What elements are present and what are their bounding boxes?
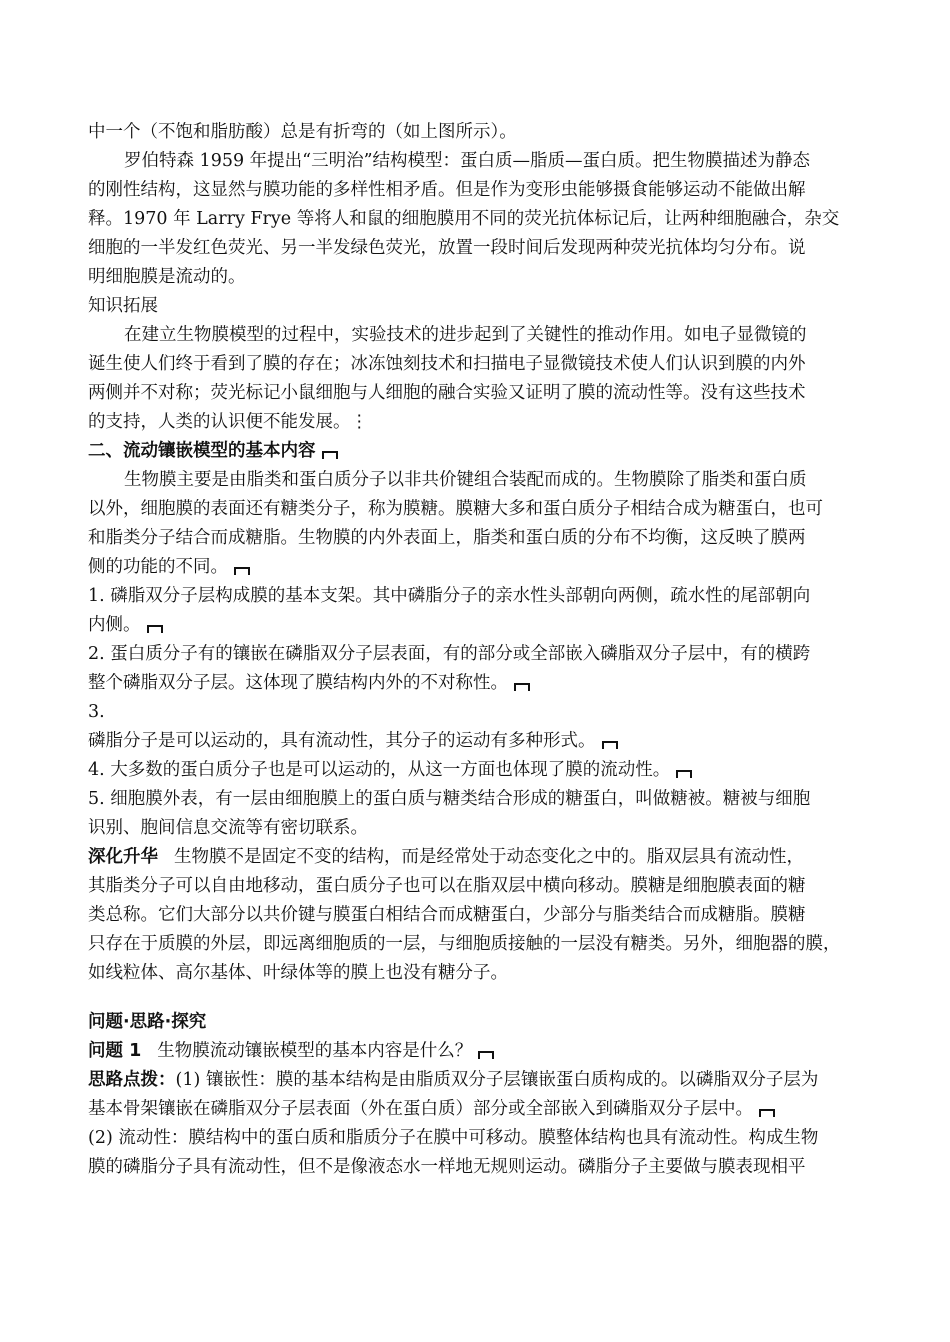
anchor-mark-icon bbox=[602, 741, 618, 749]
text-line-content: 生物膜不是固定不变的结构，而是经常处于动态变化之中的。脂双层具有流动性， bbox=[174, 847, 804, 867]
text-line: 细胞的一半发红色荧光、另一半发绿色荧光，放置一段时间后发现两种荧光抗体均匀分布。说 bbox=[88, 238, 806, 258]
anchor-mark-icon bbox=[514, 683, 530, 691]
text-line: 类总称。它们大部分以共价键与膜蛋白相结合而成糖蛋白，少部分与脂类结合而成糖脂。膜糖 bbox=[88, 905, 806, 925]
spacer bbox=[88, 988, 878, 1008]
text-line: 其脂类分子可以自由地移动，蛋白质分子也可以在脂双层中横向移动。膜糖是细胞膜表面的糖 bbox=[88, 876, 806, 896]
text-line: 罗伯特森 1959 年提出“三明治”结构模型：蛋白质—脂质—蛋白质。把生物膜描述为静态 bbox=[124, 151, 811, 171]
text-line: 和脂类分子结合而成糖脂。生物膜的内外表面上，脂类和蛋白质的分布不均衡，这反映了膜两 bbox=[88, 528, 806, 548]
text-line-content: 内侧。 bbox=[88, 615, 141, 635]
text-line: 两侧并不对称；荧光标记小鼠细胞与人细胞的融合实验又证明了膜的流动性等。没有这些技术 bbox=[88, 383, 806, 403]
anchor-mark-icon bbox=[676, 770, 692, 778]
anchor-mark-icon bbox=[478, 1051, 494, 1059]
hint-text: (1) 镶嵌性：膜的基本结构是由脂质双分子层镶嵌蛋白质构成的。以磷脂双分子层为 bbox=[175, 1070, 819, 1090]
text-line bbox=[88, 553, 878, 582]
text-line: 如线粒体、高尔基体、叶绿体等的膜上也没有糖分子。 bbox=[88, 963, 508, 983]
text-line: (2) 流动性：膜结构中的蛋白质和脂质分子在膜中可移动。膜整体结构也具有流动性。构成生物 bbox=[88, 1128, 819, 1148]
question-text: 生物膜流动镶嵌模型的基本内容是什么？ bbox=[157, 1041, 473, 1061]
text-line bbox=[88, 1095, 878, 1124]
section-heading bbox=[88, 437, 878, 466]
anchor-mark-icon bbox=[234, 567, 250, 575]
section-label: 知识拓展 bbox=[88, 296, 158, 316]
anchor-mark-icon bbox=[759, 1109, 775, 1117]
list-item: 1. 磷脂双分子层构成膜的基本支架。其中磷脂分子的亲水性头部朝向两侧，疏水性的尾部朝向 bbox=[88, 586, 811, 606]
text-line-content: 侧的功能的不同。 bbox=[88, 557, 228, 577]
text-line-content: 磷脂分子是可以运动的，具有流动性，其分子的运动有多种形式。 bbox=[88, 731, 596, 751]
list-item bbox=[88, 756, 878, 785]
question-label: 问题 1 bbox=[88, 1041, 142, 1061]
text-line-content: 4. 大多数的蛋白质分子也是可以运动的，从这一方面也体现了膜的流动性。 bbox=[88, 760, 671, 780]
list-item: 5. 细胞膜外表，有一层由细胞膜上的蛋白质与糖类结合形成的糖蛋白，叫做糖被。糖被与细胞 bbox=[88, 789, 811, 809]
text-line: 膜的磷脂分子具有流动性，但不是像液态水一样地无规则运动。磷脂分子主要做与膜表现相平 bbox=[88, 1157, 806, 1177]
hint-label: 思路点拨： bbox=[88, 1070, 176, 1090]
text-line: 释。1970 年 Larry Frye 等将人和鼠的细胞膜用不同的荧光抗体标记后，让两种细胞融合，杂交 bbox=[88, 209, 840, 229]
anchor-mark-icon bbox=[147, 625, 163, 633]
question-line bbox=[88, 1037, 878, 1066]
text-line: 以外，细胞膜的表面还有糖类分子，称为膜糖。膜糖大多和蛋白质分子相结合成为糖蛋白，也可 bbox=[88, 499, 823, 519]
text-line: 中一个（不饱和脂肪酸）总是有折弯的（如上图所示）。 bbox=[88, 122, 517, 142]
hint-line bbox=[88, 1066, 878, 1095]
section-heading-text: 二、流动镶嵌模型的基本内容 bbox=[88, 441, 316, 461]
text-line: 生物膜主要是由脂类和蛋白质分子以非共价键组合装配而成的。生物膜除了脂类和蛋白质 bbox=[124, 470, 807, 490]
text-line: 的支持，人类的认识便不能发展。⋮ bbox=[88, 412, 368, 432]
text-line: 只存在于质膜的外层，即远离细胞质的一层，与细胞质接触的一层没有糖类。另外，细胞器的膜， bbox=[88, 934, 841, 954]
list-item-continuation bbox=[88, 611, 878, 640]
text-line: 在建立生物膜模型的过程中，实验技术的进步起到了关键性的推动作用。如电子显微镜的 bbox=[124, 325, 807, 345]
deepen-paragraph-line bbox=[88, 843, 878, 872]
text-line: 明细胞膜是流动的。 bbox=[88, 267, 246, 287]
deepen-label: 深化升华 bbox=[88, 847, 158, 867]
text-line: 诞生使人们终于看到了膜的存在；冰冻蚀刻技术和扫描电子显微镜技术使人们认识到膜的内外 bbox=[88, 354, 806, 374]
anchor-mark-icon bbox=[322, 451, 338, 459]
qa-section-title: 问题·思路·探究 bbox=[88, 1012, 207, 1032]
text-line-content: 整个磷脂双分子层。这体现了膜结构内外的不对称性。 bbox=[88, 673, 508, 693]
text-line-content: 基本骨架镶嵌在磷脂双分子层表面（外在蛋白质）部分或全部嵌入到磷脂双分子层中。 bbox=[88, 1099, 753, 1119]
list-item-number: 3. bbox=[88, 702, 105, 722]
list-item-continuation: 识别、胞间信息交流等有密切联系。 bbox=[88, 818, 368, 838]
list-item: 2. 蛋白质分子有的镶嵌在磷脂双分子层表面，有的部分或全部嵌入磷脂双分子层中，有的横跨 bbox=[88, 644, 811, 664]
list-item-continuation bbox=[88, 669, 878, 698]
list-item bbox=[88, 727, 878, 756]
document-page bbox=[88, 118, 878, 1182]
text-line: 的刚性结构，这显然与膜功能的多样性相矛盾。但是作为变形虫能够摄食能够运动不能做出解 bbox=[88, 180, 806, 200]
